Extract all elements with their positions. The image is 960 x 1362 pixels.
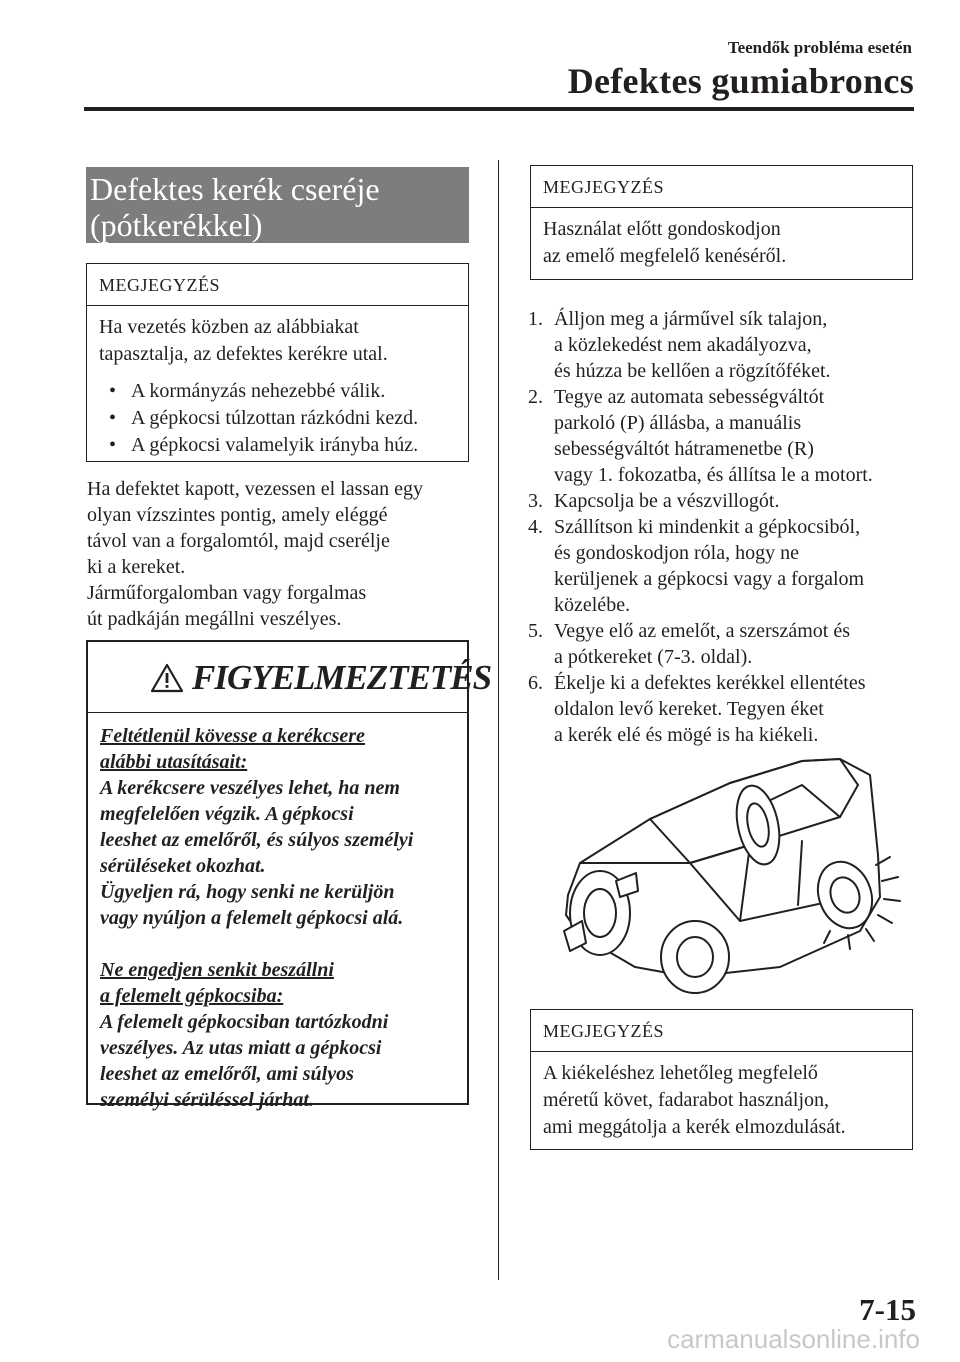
- paragraph-line: Járműforgalomban vagy forgalmas: [87, 582, 367, 604]
- note-body: [531, 208, 912, 278]
- step-number: 1.: [528, 308, 543, 330]
- note-line: ami meggátolja a kerék elmozdulását.: [543, 1116, 846, 1138]
- step-item: [528, 514, 873, 618]
- step-line: parkoló (P) állásba, a manuális: [554, 412, 802, 434]
- note-line: tapasztalja, az defektes kerékre utal.: [99, 343, 388, 365]
- note-line: Használat előtt gondoskodjon: [543, 218, 781, 240]
- note-heading: MEGJEGYZÉS: [531, 1010, 912, 1052]
- step-line: és gondoskodjon róla, hogy ne: [554, 542, 799, 564]
- bullet-text: A gépkocsi valamelyik irányba húz.: [131, 434, 419, 456]
- paragraph-line: Ha defektet kapott, vezessen el lassan egy: [87, 478, 423, 500]
- step-number: 4.: [528, 516, 543, 538]
- note-body: [87, 306, 468, 467]
- header-rule: [84, 107, 914, 111]
- section-title-line: Defektes kerék cseréje: [90, 171, 380, 207]
- step-line: Szállítson ki mindenkit a gépkocsiból,: [554, 516, 861, 538]
- warning-line: leeshet az emelőről, és súlyos személyi: [100, 829, 414, 851]
- column-divider: [498, 160, 499, 1280]
- step-number: 2.: [528, 386, 543, 408]
- steps-list: [528, 306, 873, 748]
- warning-line: vagy nyúljon a felemelt gépkocsi alá.: [100, 907, 404, 929]
- car-wheel-chock-illustration: [540, 745, 910, 995]
- paragraph-line: út padkáján megállni veszélyes.: [87, 608, 342, 630]
- warning-box: [86, 640, 492, 1111]
- note-line: méretű követ, fadarabot használjon,: [543, 1089, 829, 1111]
- note-box-jack: [530, 165, 913, 280]
- step-line: Vegye elő az emelőt, a szerszámot és: [554, 620, 850, 642]
- note-box-chock: [530, 1009, 913, 1150]
- step-line: a közlekedést nem akadályozva,: [554, 334, 812, 356]
- section-title-line: (pótkerékkel): [90, 207, 263, 243]
- warning-subtitle: a felemelt gépkocsiba:: [100, 985, 284, 1007]
- note-line: A kiékeléshez lehetőleg megfelelő: [543, 1062, 818, 1084]
- paragraph-line: ki a kereket.: [87, 556, 186, 578]
- step-item: [528, 384, 873, 488]
- step-line: sebességváltót hátramenetbe (R): [554, 438, 814, 460]
- step-item: [528, 618, 873, 670]
- bullet-item: [99, 405, 456, 432]
- step-item: [528, 670, 873, 748]
- warning-subtitle: alábbi utasításait:: [100, 751, 248, 773]
- step-number: 6.: [528, 672, 543, 694]
- warning-header: [88, 642, 492, 713]
- note-line: az emelő megfelelő kenéséről.: [543, 245, 787, 267]
- watermark: carmanualsonline.info: [667, 1324, 920, 1354]
- warning-line: A kerékcsere veszélyes lehet, ha nem: [100, 777, 400, 799]
- warning-heading: FIGYELMEZTETÉS: [192, 658, 492, 697]
- step-item: [528, 488, 873, 514]
- bullet-text: A kormányzás nehezebbé válik.: [131, 380, 386, 402]
- step-line: és húzza be kellően a rögzítőféket.: [554, 360, 831, 382]
- note-body: [531, 1052, 912, 1149]
- paragraph-line: olyan vízszintes pontig, amely eléggé: [87, 504, 388, 526]
- section-title: [86, 167, 469, 243]
- bullet-dot: •: [109, 407, 117, 429]
- step-line: vagy 1. fokozatba, és állítsa le a motort.: [554, 464, 873, 486]
- step-line: Tegye az automata sebességváltót: [554, 386, 825, 408]
- step-line: közelébe.: [554, 594, 631, 616]
- bullet-dot: •: [109, 434, 117, 456]
- step-line: a pótkereket (7-3. oldal).: [554, 646, 753, 668]
- bullet-dot: •: [109, 380, 117, 402]
- step-number: 3.: [528, 490, 543, 512]
- note-heading: MEGJEGYZÉS: [87, 264, 468, 306]
- step-line: Ékelje ki a defektes kerékkel ellentétes: [554, 672, 866, 694]
- warning-line: Ügyeljen rá, hogy senki ne kerüljön: [100, 881, 395, 903]
- step-line: Álljon meg a járművel sík talajon,: [554, 308, 828, 330]
- warning-subtitle: Ne engedjen senkit beszállni: [100, 959, 334, 981]
- chapter-title: Teendők probléma esetén: [727, 38, 912, 57]
- warning-line: veszélyes. Az utas miatt a gépkocsi: [100, 1037, 382, 1059]
- warning-body: [88, 713, 467, 1113]
- bullet-item: [99, 378, 456, 405]
- intro-paragraph: [87, 476, 423, 632]
- step-line: kerüljenek a gépkocsi vagy a forgalom: [554, 568, 865, 590]
- warning-line: személyi sérüléssel járhat.: [100, 1089, 314, 1111]
- warning-line: sérüléseket okozhat.: [100, 855, 266, 877]
- warning-line: A felemelt gépkocsiban tartózkodni: [100, 1011, 389, 1033]
- note-heading: MEGJEGYZÉS: [531, 166, 912, 208]
- warning-line: megfelelően végzik. A gépkocsi: [100, 803, 354, 825]
- page-number: 7-15: [859, 1292, 916, 1327]
- paragraph-line: távol van a forgalomtól, majd cserélje: [87, 530, 390, 552]
- warning-triangle-icon: [150, 662, 184, 702]
- step-item: [528, 306, 873, 384]
- bullet-text: A gépkocsi túlzottan rázkódni kezd.: [131, 407, 419, 429]
- note-line: Ha vezetés közben az alábbiakat: [99, 316, 359, 338]
- step-number: 5.: [528, 620, 543, 642]
- step-line: Kapcsolja be a vészvillogót.: [554, 490, 780, 512]
- step-line: oldalon levő kereket. Tegyen éket: [554, 698, 824, 720]
- warning-line: leeshet az emelőről, ami súlyos: [100, 1063, 354, 1085]
- step-line: a kerék elé és mögé is ha kiékeli.: [554, 724, 819, 746]
- page-title: Defektes gumiabroncs: [567, 61, 914, 101]
- bullet-item: [99, 432, 456, 459]
- note-box-symptoms: [86, 263, 469, 462]
- warning-subtitle: Feltétlenül kövesse a kerékcsere: [100, 725, 365, 747]
